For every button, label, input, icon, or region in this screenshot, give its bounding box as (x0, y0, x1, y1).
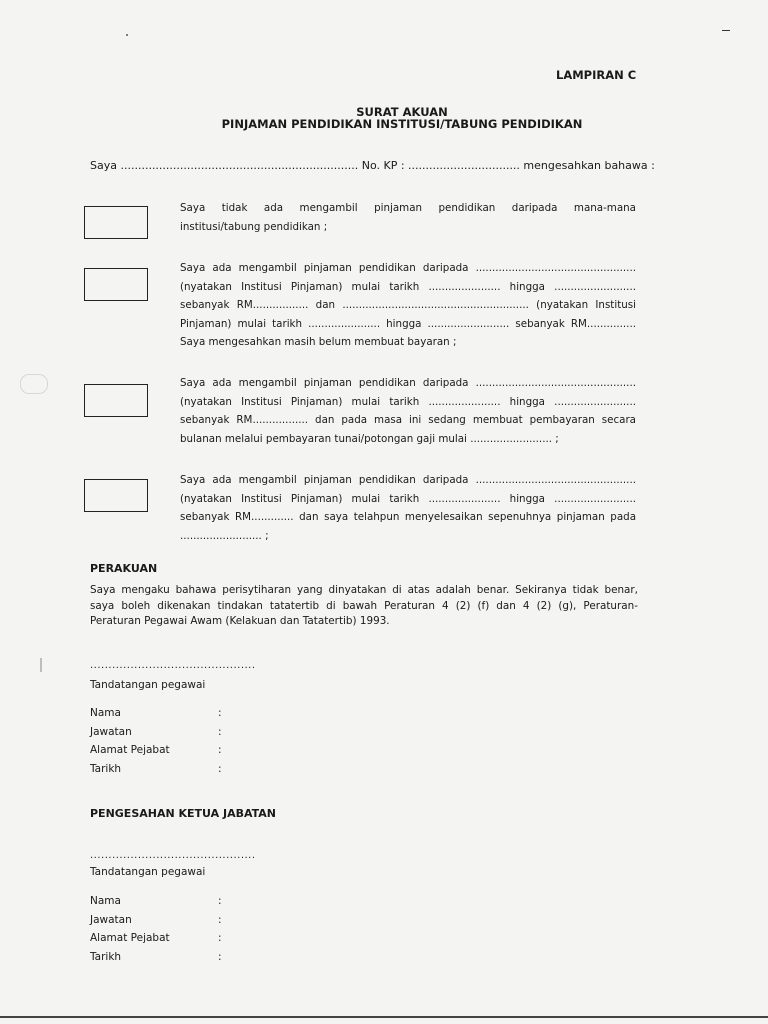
perakuan-line: Peraturan Pegawai Awam (Kelakuan dan Tatatertib) 1993. (90, 615, 390, 627)
punch-hole-mark (20, 374, 48, 394)
document-subtitle: PINJAMAN PENDIDIKAN INSTITUSI/TABUNG PENDIDIKAN (221, 117, 583, 131)
option-2-checkbox[interactable] (84, 268, 148, 301)
signature-label: Tandatangan pegawai (90, 679, 206, 691)
field-colon: : (218, 725, 222, 738)
head-of-department-details (90, 892, 290, 966)
field-row-tarikh (90, 948, 290, 967)
option-4-text (180, 471, 636, 545)
field-label: Tarikh (90, 762, 122, 775)
option-3-checkbox[interactable] (84, 384, 148, 417)
option-1-text (180, 199, 636, 236)
option-3-line: bulanan melalui pembayaran tunai/potongan gaji mulai ......................... ; (180, 432, 559, 445)
option-3-line: Saya ada mengambil pinjaman pendidikan daripada ................................................. (180, 377, 636, 389)
field-row-alamat-pejabat (90, 741, 290, 760)
pengesahan-heading: PENGESAHAN KETUA JABATAN (90, 807, 277, 820)
option-3-line: (nyatakan Institusi Pinjaman) mulai tarikh ...................... hingga ......................... (180, 395, 636, 408)
option-1-line: Saya tidak ada mengambil pinjaman pendidikan daripada mana-mana (180, 202, 636, 214)
option-4-line: Saya ada mengambil pinjaman pendidikan daripada ................................................. (180, 474, 636, 486)
field-row-jawatan (90, 723, 290, 742)
signature-label: Tandatangan pegawai (90, 866, 206, 878)
option-2-line: Saya mengesahkan masih belum membuat bayaran ; (180, 336, 457, 348)
field-label: Alamat Pejabat (90, 932, 170, 944)
field-colon: : (218, 762, 222, 775)
scan-dot (126, 34, 128, 36)
signature-line[interactable]: ............................................. (90, 660, 256, 671)
field-row-nama (90, 704, 290, 723)
page-bottom-edge (0, 1016, 768, 1018)
appendix-label: LAMPIRAN C (556, 68, 637, 82)
field-colon: : (218, 895, 222, 907)
field-label: Jawatan (90, 725, 132, 738)
option-2-line: sebanyak RM................. dan ......................................................... (nyatakan Institusi (180, 299, 636, 311)
field-colon: : (218, 707, 222, 719)
option-4-checkbox[interactable] (84, 479, 148, 512)
declaration-line: Saya .................................................................... No. KP : ................................ mengesahkan bahawa : (90, 159, 655, 172)
signature-line[interactable]: ............................................. (90, 850, 256, 861)
option-2-line: Saya ada mengambil pinjaman pendidikan daripada ................................................. (180, 262, 636, 274)
officer-details (90, 704, 290, 778)
scan-mark (40, 658, 42, 672)
option-4-line: sebanyak RM............. dan saya telahpun menyelesaikan sepenuhnya pinjaman pada (180, 511, 636, 523)
field-colon: : (218, 950, 222, 963)
option-4-line: ......................... ; (180, 529, 269, 542)
perakuan-heading: PERAKUAN (90, 562, 158, 575)
option-1-checkbox[interactable] (84, 206, 148, 239)
field-row-nama (90, 892, 290, 911)
field-row-tarikh (90, 760, 290, 779)
field-label: Alamat Pejabat (90, 744, 170, 756)
option-1-line: institusi/tabung pendidikan ; (180, 220, 328, 233)
perakuan-line: Saya mengaku bahawa perisytiharan yang dinyatakan di atas adalah benar. Sekiranya tidak benar, (90, 584, 638, 596)
scan-mark (722, 30, 730, 31)
field-row-jawatan (90, 911, 290, 930)
option-2-line: Pinjaman) mulai tarikh ...................... hingga ......................... sebanyak RM............... (180, 317, 636, 330)
field-label: Jawatan (90, 913, 132, 926)
field-row-alamat-pejabat (90, 929, 290, 948)
option-2-text (180, 259, 636, 352)
option-4-line: (nyatakan Institusi Pinjaman) mulai tarikh ...................... hingga ......................... (180, 492, 636, 505)
field-label: Nama (90, 707, 121, 719)
field-colon: : (218, 744, 222, 756)
perakuan-paragraph (90, 583, 638, 630)
option-2-line: (nyatakan Institusi Pinjaman) mulai tarikh ...................... hingga ......................... (180, 280, 636, 293)
perakuan-line: saya boleh dikenakan tindakan tatatertib di bawah Peraturan 4 (2) (f) dan 4 (2) (g), Peraturan- (90, 599, 638, 612)
field-label: Nama (90, 895, 121, 907)
field-colon: : (218, 913, 222, 926)
option-3-line: sebanyak RM................. dan pada masa ini sedang membuat pembayaran secara (180, 414, 636, 426)
document-title: SURAT AKUAN (356, 105, 448, 119)
field-colon: : (218, 932, 222, 944)
option-3-text (180, 374, 636, 448)
field-label: Tarikh (90, 950, 122, 963)
